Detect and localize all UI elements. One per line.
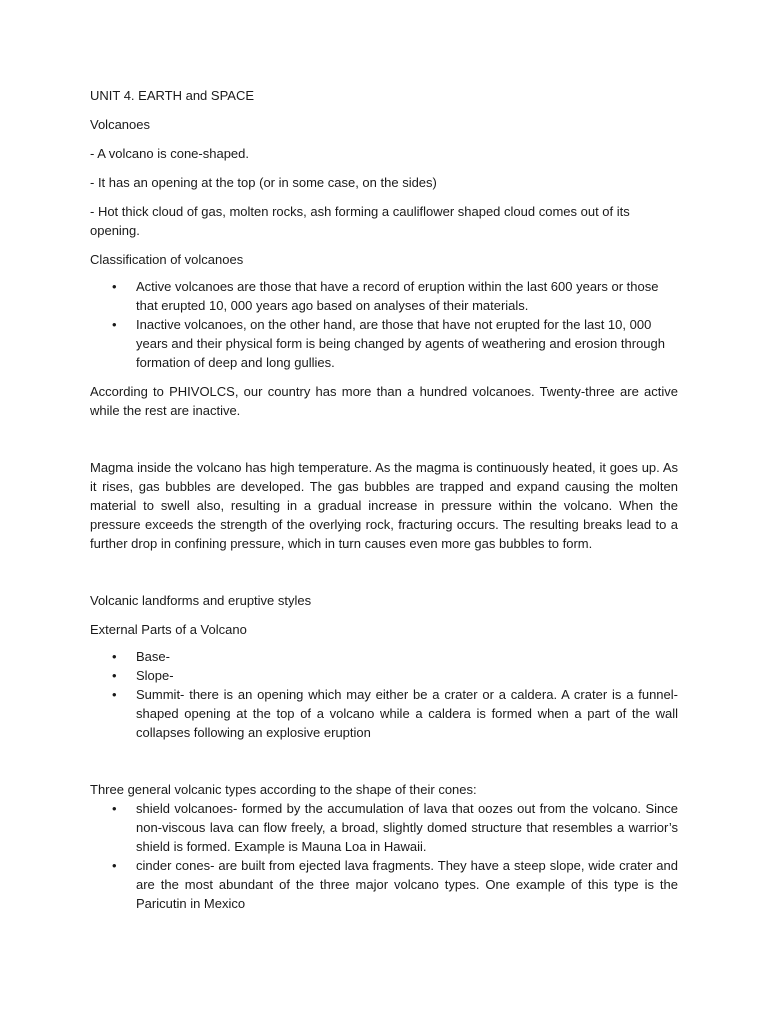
types-list [90, 799, 678, 913]
list-item [90, 799, 678, 856]
bullet-icon: • [112, 317, 117, 332]
external-parts-heading: External Parts of a Volcano [90, 622, 247, 637]
list-item-text: shield volcanoes- formed by the accumulation of lava that oozes out from the volcano. Since non-viscous lava can flow freely, a broad, slightly domed structure that resembles a warrior’s shield is formed. Example is Mauna Loa in Hawaii. [136, 801, 678, 854]
phivolcs-paragraph: According to PHIVOLCS, our country has more than a hundred volcanoes. Twenty-three are active while the rest are inactive. [90, 384, 678, 418]
bullet-icon: • [112, 687, 117, 702]
magma-paragraph: Magma inside the volcano has high temperature. As the magma is continuously heated, it goes up. As it rises, gas bubbles are developed. The gas bubbles are trapped and expand causing the molten material to swell also, resulting in a gradual increase in pressure within the volcano. When the pressure exceeds the strength of the overlying rock, fracturing occurs. The resulting breaks lead to a further drop in confining pressure, which in turn causes even more gas bubbles to form. [90, 460, 678, 551]
list-item [90, 315, 678, 372]
fact-line: - Hot thick cloud of gas, molten rocks, ash forming a cauliflower shaped cloud comes out of its opening. [90, 204, 630, 238]
unit-title: UNIT 4. EARTH and SPACE [90, 88, 255, 103]
types-heading: Three general volcanic types according to the shape of their cones: [90, 782, 477, 797]
bullet-icon: • [112, 649, 117, 664]
list-item [90, 277, 678, 315]
list-item [90, 647, 678, 666]
list-item-text: Slope- [136, 668, 174, 683]
fact-line: - A volcano is cone-shaped. [90, 146, 249, 161]
bullet-icon: • [112, 668, 117, 683]
classification-list [90, 277, 678, 372]
list-item [90, 666, 678, 685]
list-item [90, 685, 678, 742]
fact-line: - It has an opening at the top (or in some case, on the sides) [90, 175, 437, 190]
list-item-text: Summit- there is an opening which may either be a crater or a caldera. A crater is a funnel-shaped opening at the top of a volcano while a caldera is formed when a part of the wall collapses following an explosive eruption [136, 687, 678, 740]
list-item [90, 856, 678, 913]
external-parts-list [90, 647, 678, 742]
bullet-icon: • [112, 279, 117, 294]
section-title: Volcanoes [90, 117, 150, 132]
list-item-text: Inactive volcanoes, on the other hand, are those that have not erupted for the last 10, 000 years and their physical form is being changed by agents of weathering and erosion through formation of deep and long gullies. [136, 317, 665, 370]
list-item-text: Base- [136, 649, 170, 664]
bullet-icon: • [112, 801, 117, 816]
landforms-heading: Volcanic landforms and eruptive styles [90, 593, 312, 608]
classification-heading: Classification of volcanoes [90, 252, 244, 267]
list-item-text: cinder cones- are built from ejected lava fragments. They have a steep slope, wide crater and are the most abundant of the three major volcano types. One example of this type is the Paricutin in Mexico [136, 858, 678, 911]
list-item-text: Active volcanoes are those that have a record of eruption within the last 600 years or those that erupted 10, 000 years ago based on analyses of their materials. [136, 279, 659, 313]
bullet-icon: • [112, 858, 117, 873]
document-page [90, 86, 678, 913]
